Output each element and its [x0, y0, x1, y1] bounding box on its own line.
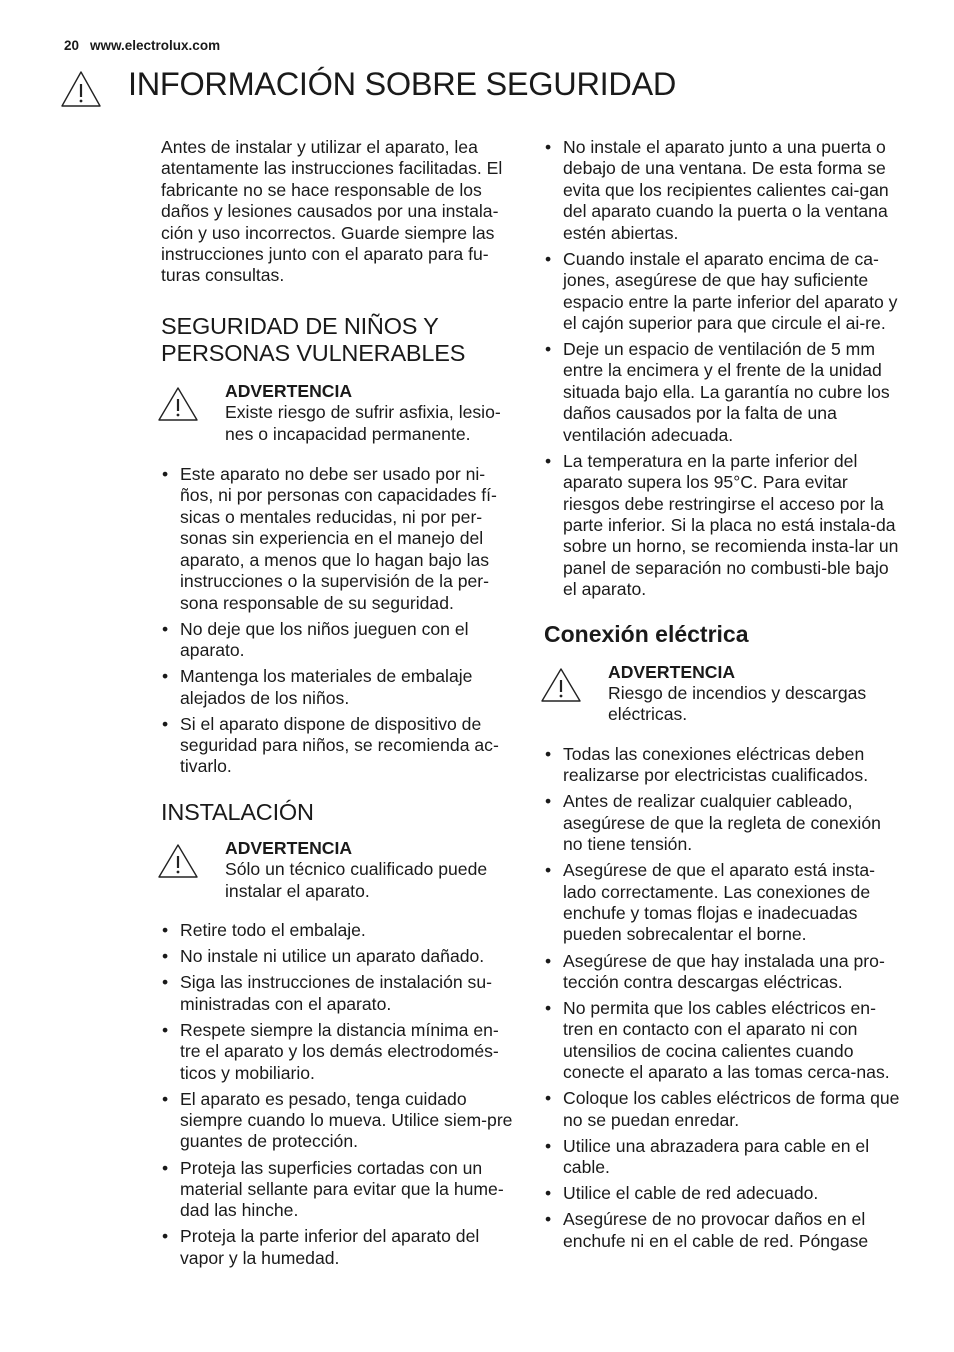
children-heading-line-2: PERSONAS VULNERABLES	[161, 339, 466, 366]
list-item: • No instale ni utilice un aparato dañado.	[161, 946, 515, 967]
right-column	[544, 137, 904, 1257]
warning-text: Riesgo de incendios y descargas eléctricas.	[608, 683, 867, 725]
list-item: • Proteja las superficies cortadas con un material sellante para evitar que la hume-dad las hinche.	[161, 1158, 515, 1222]
list-item: • Siga las instrucciones de instalación su-ministradas con el aparato.	[161, 972, 515, 1015]
installation-warning	[161, 838, 515, 902]
list-item: • La temperatura en la parte inferior del aparato supera los 95°C. Para evitar riesgos debe restringirse el acceso por la parte inferior. Si la placa no está instala-da sobre un horno, se recomienda insta-lar un panel de separación no combusti-ble bajo el aparato.	[544, 451, 904, 601]
installation-list-continued	[544, 137, 904, 601]
warning-triangle-icon	[60, 70, 102, 108]
list-item: • Proteja la parte inferior del aparato del vapor y la humedad.	[161, 1226, 515, 1269]
installation-list	[161, 920, 515, 1269]
electrical-heading: Conexión eléctrica	[544, 620, 749, 647]
warning-text: Sólo un técnico cualificado puede instalar el aparato.	[225, 859, 488, 901]
page-title: INFORMACIÓN SOBRE SEGURIDAD	[128, 66, 677, 102]
list-item: • Mantenga los materiales de embalaje alejados de los niños.	[161, 666, 515, 709]
electrical-list	[544, 744, 904, 1252]
warning-title: ADVERTENCIA	[608, 661, 736, 682]
list-item: • Asegúrese de que hay instalada una pro-tección contra descargas eléctricas.	[544, 951, 904, 994]
children-heading-line-1: SEGURIDAD DE NIÑOS Y	[161, 312, 439, 339]
list-item: • Antes de realizar cualquier cableado, asegúrese de que la regleta de conexión no tiene tensión.	[544, 791, 904, 855]
list-item: • Utilice una abrazadera para cable en el cable.	[544, 1136, 904, 1179]
electrical-warning	[544, 662, 904, 726]
list-item: • Si el aparato dispone de dispositivo de seguridad para niños, se recomienda ac-tivarlo.	[161, 714, 515, 778]
list-item: • No permita que los cables eléctricos en-tren en contacto con el aparato ni con utensilios de cocina calientes cuando conecte el aparato a las tomas cerca-nas.	[544, 998, 904, 1084]
list-item: • Deje un espacio de ventilación de 5 mm entre la encimera y el frente de la unidad situada bajo ella. La garantía no cubre los daños causados por la falta de una ventilación adecuada.	[544, 339, 904, 446]
children-warning	[161, 381, 515, 445]
warning-triangle-icon	[157, 386, 199, 422]
warning-title: ADVERTENCIA	[225, 380, 353, 401]
page-header	[64, 38, 220, 53]
list-item: • Asegúrese de que el aparato está insta-lado correctamente. Las conexiones de enchufe y tomas flojas e inadecuadas pueden sobrecalentar el borne.	[544, 860, 904, 946]
warning-title: ADVERTENCIA	[225, 837, 353, 858]
list-item: • Respete siempre la distancia mínima en-tre el aparato y los demás electrodomés-ticos y mobiliario.	[161, 1020, 515, 1084]
list-item: • Todas las conexiones eléctricas deben realizarse por electricistas cualificados.	[544, 744, 904, 787]
left-column	[161, 137, 515, 1274]
list-item: • Utilice el cable de red adecuado.	[544, 1183, 904, 1204]
list-item: • Retire todo el embalaje.	[161, 920, 515, 941]
list-item: • El aparato es pesado, tenga cuidado siempre cuando lo mueva. Utilice siem-pre guantes de protección.	[161, 1089, 515, 1153]
list-item: • No instale el aparato junto a una puerta o debajo de una ventana. De esta forma se evita que los recipientes calientes cai-gan del aparato cuando la puerta o la ventana estén abiertas.	[544, 137, 904, 244]
website-url: www.electrolux.com	[90, 38, 221, 53]
list-item: • Este aparato no debe ser usado por ni-ños, ni por personas con capacidades fí-sicas o mentales reducidas, ni por per-sonas sin experiencia en el manejo del aparato, a menos que lo hagan bajo las instrucciones o la supervisión de la per-sona responsable de su seguridad.	[161, 464, 515, 614]
list-item: • Coloque los cables eléctricos de forma que no se puedan enredar.	[544, 1088, 904, 1131]
page-number: 20	[64, 38, 80, 53]
list-item: • Asegúrese de no provocar daños en el enchufe ni en el cable de red. Póngase	[544, 1209, 904, 1252]
children-safety-heading	[161, 313, 515, 367]
installation-heading: INSTALACIÓN	[161, 798, 314, 825]
children-safety-list	[161, 464, 515, 778]
list-item: • No deje que los niños jueguen con el aparato.	[161, 619, 515, 662]
list-item: • Cuando instale el aparato encima de ca-jones, asegúrese de que hay suficiente espacio entre la parte inferior del aparato y el cajón superior para que circule el ai-re.	[544, 249, 904, 335]
warning-text: Existe riesgo de sufrir asfixia, lesio-nes o incapacidad permanente.	[225, 402, 501, 444]
warning-triangle-icon	[540, 667, 582, 703]
warning-triangle-icon	[157, 843, 199, 879]
intro-paragraph: Antes de instalar y utilizar el aparato, lea atentamente las instrucciones facilitadas. El fabricante no se hace responsable de los daños y lesiones causados por una instala-ción y uso incorrectos. Guarde siempre las instrucciones junto con el aparato para fu-turas consultas.	[161, 137, 503, 286]
